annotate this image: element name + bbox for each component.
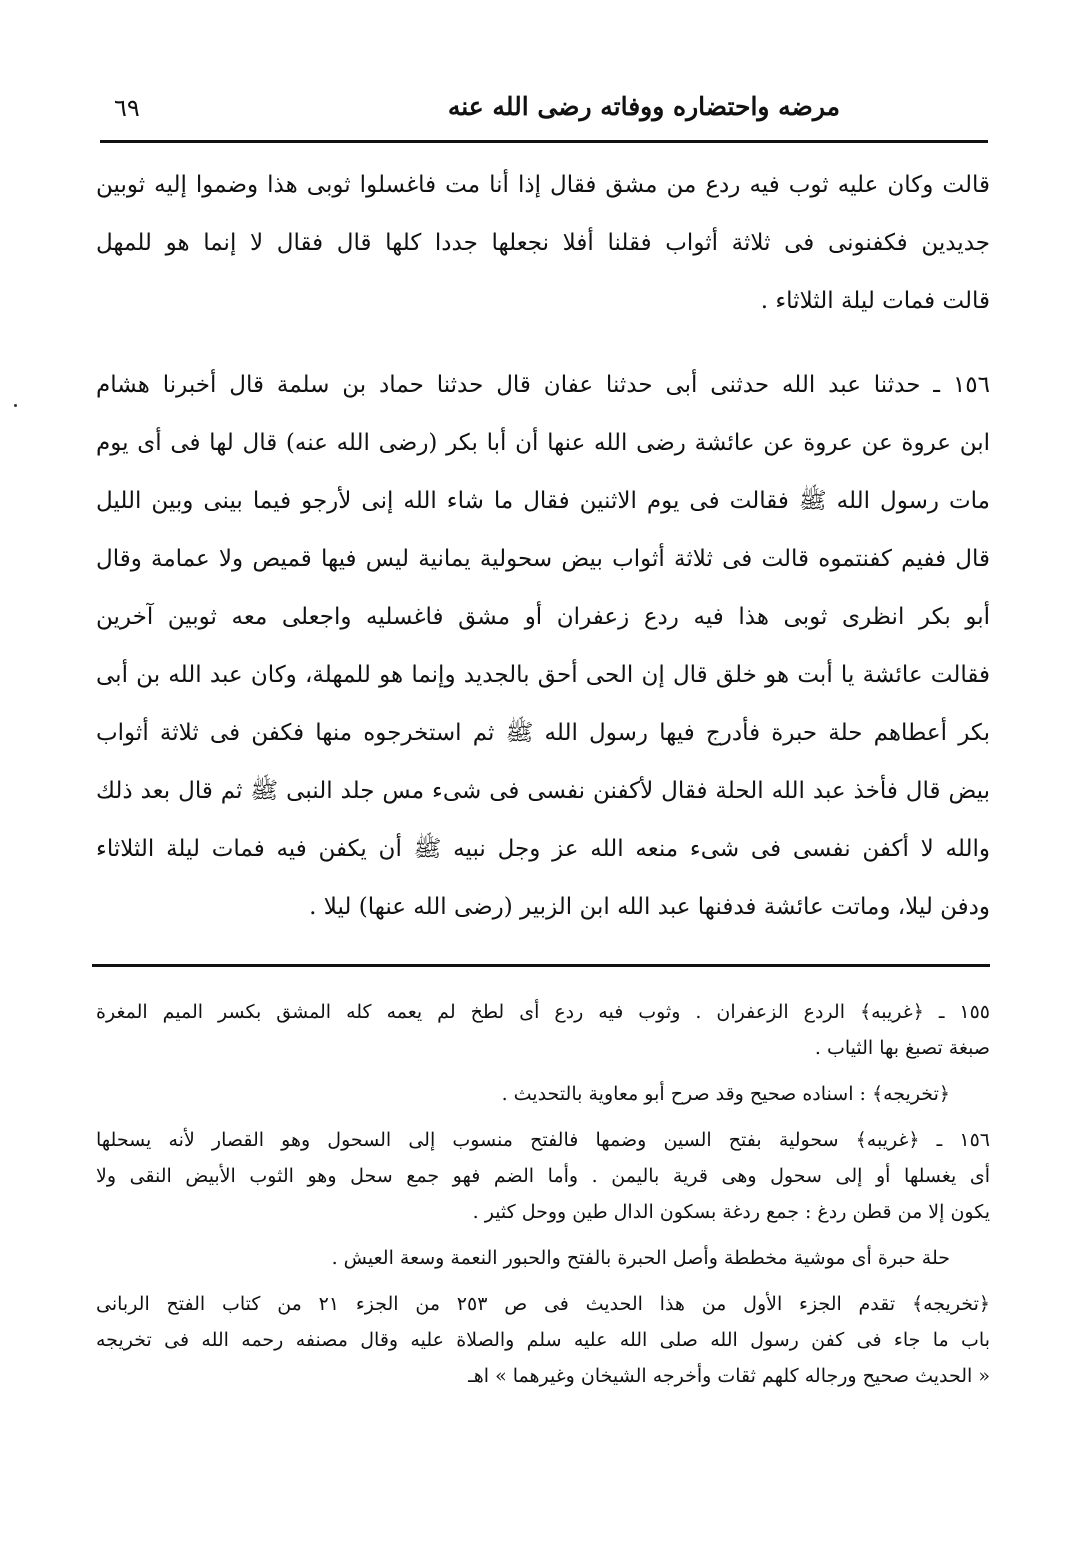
footnote-line: صبغة تصبغ بها الثياب . — [814, 1037, 990, 1059]
main-text — [96, 156, 990, 936]
text-line: بيض قال فأخذ عبد الله الحلة فقال لأكفنن نفسى فى شىء مس جلد النبى ﷺ ثم قال بعد ذلك — [96, 778, 990, 804]
footnote-line: أى يغسلها أو إلى سحول وهى قرية باليمن . وأما الضم فهو جمع سحل وهو الثوب الأبيض النقى ولا — [96, 1165, 990, 1187]
footnote-line: ١٥٥ ـ ﴿غريبه﴾ الردع الزعفران . وثوب فيه ردع أى لطخ لم يعمه كله المشق بكسر الميم المغرة — [96, 1001, 990, 1023]
footnote-gap — [96, 1230, 990, 1240]
page-header — [100, 88, 990, 132]
page-number: ٦٩ — [114, 94, 140, 122]
text-line: والله لا أكفن نفسى فى شىء منعه الله عز وجل نبيه ﷺ أن يكفن فيه فمات ليلة الثلاثاء — [96, 836, 990, 862]
footnote-line: « الحديث صحيح ورجاله كلهم ثقات وأخرجه الشيخان وغيرهما » اهـ — [468, 1365, 990, 1387]
margin-speck — [14, 404, 17, 407]
paragraph-1 — [96, 156, 990, 330]
text-line: ابن عروة عن عروة عن عائشة رضى الله عنها أن أبا بكر (رضى الله عنه) قال لها فى أى يوم — [96, 430, 990, 456]
footnote-line: ﴿تخريجه﴾ : اسناده صحيح وقد صرح أبو معاوية بالتحديث . — [501, 1083, 950, 1105]
footnote-155 — [96, 994, 990, 1066]
footnote-156-hibra — [96, 1240, 990, 1276]
header-rule — [100, 140, 988, 143]
footnote-156-takhrij — [96, 1286, 990, 1394]
text-line: ١٥٦ ـ حدثنا عبد الله حدثنى أبى حدثنا عفان قال حدثنا حماد بن سلمة قال أخبرنا هشام — [96, 372, 990, 398]
text-line: قال ففيم كفنتموه قالت فى ثلاثة أثواب بيض سحولية يمانية ليس فيها قميص ولا عمامة وقال — [96, 546, 990, 572]
paragraph-hadith-156 — [96, 356, 990, 936]
text-line: قالت وكان عليه ثوب فيه ردع من مشق فقال إذا أنا مت فاغسلوا ثوبى هذا وضموا إليه ثوبين — [96, 172, 990, 198]
text-line: بكر أعطاهم حلة حبرة فأدرج فيها رسول الله ﷺ ثم استخرجوه منها فكفن فى ثلاثة أثواب — [96, 720, 990, 746]
text-line: قالت فمات ليلة الثلاثاء . — [760, 288, 990, 314]
footnote-line: ١٥٦ ـ ﴿غريبه﴾ سحولية بفتح السين وضمها فالفتح منسوب إلى السحول وهو القصار لأنه يسحلها — [96, 1129, 990, 1151]
footnote-155-takhrij — [96, 1076, 990, 1112]
text-line: أبو بكر انظرى ثوبى هذا فيه ردع زعفران أو مشق فاغسليه واجعلى معه ثوبين آخرين — [96, 604, 990, 630]
text-line: ودفن ليلا، وماتت عائشة فدفنها عبد الله ابن الزبير (رضى الله عنها) ليلا . — [309, 894, 990, 920]
footnote-line: باب ما جاء فى كفن رسول الله صلى الله عليه سلم والصلاة عليه وقال مصنفه رحمه الله فى تخريجه — [96, 1329, 990, 1351]
text-line: جديدين فكفنونى فى ثلاثة أثواب فقلنا أفلا نجعلها جددا كلها قال فقال لا إنما هو للمهل — [96, 230, 990, 256]
footnote-gap — [96, 1112, 990, 1122]
text-line: فقالت عائشة يا أبت هو خلق قال إن الحى أحق بالجديد وإنما هو للمهلة، وكان عبد الله بن أبى — [96, 662, 990, 688]
footnote-156 — [96, 1122, 990, 1230]
running-title: مرضه واحتضاره ووفاته رضى الله عنه — [447, 92, 840, 121]
footnotes — [96, 994, 990, 1394]
footnote-line: يكون إلا من قطن ردغ : جمع ردغة بسكون الدال طين ووحل كثير . — [472, 1201, 990, 1223]
text-line: مات رسول الله ﷺ فقالت فى يوم الاثنين فقال ما شاء الله إنى لأرجو فيما بينى وبين الليل — [96, 488, 990, 514]
footnote-rule — [92, 964, 990, 967]
footnote-gap — [96, 1276, 990, 1286]
footnote-gap — [96, 1066, 990, 1076]
footnote-line: ﴿تخريجه﴾ تقدم الجزء الأول من هذا الحديث فى ص ٢٥٣ من الجزء ٢١ من كتاب الفتح الربانى — [96, 1293, 990, 1315]
paragraph-gap — [96, 330, 990, 356]
footnote-line: حلة حبرة أى موشية مخططة وأصل الحبرة بالفتح والحبور النعمة وسعة العيش . — [331, 1247, 950, 1269]
